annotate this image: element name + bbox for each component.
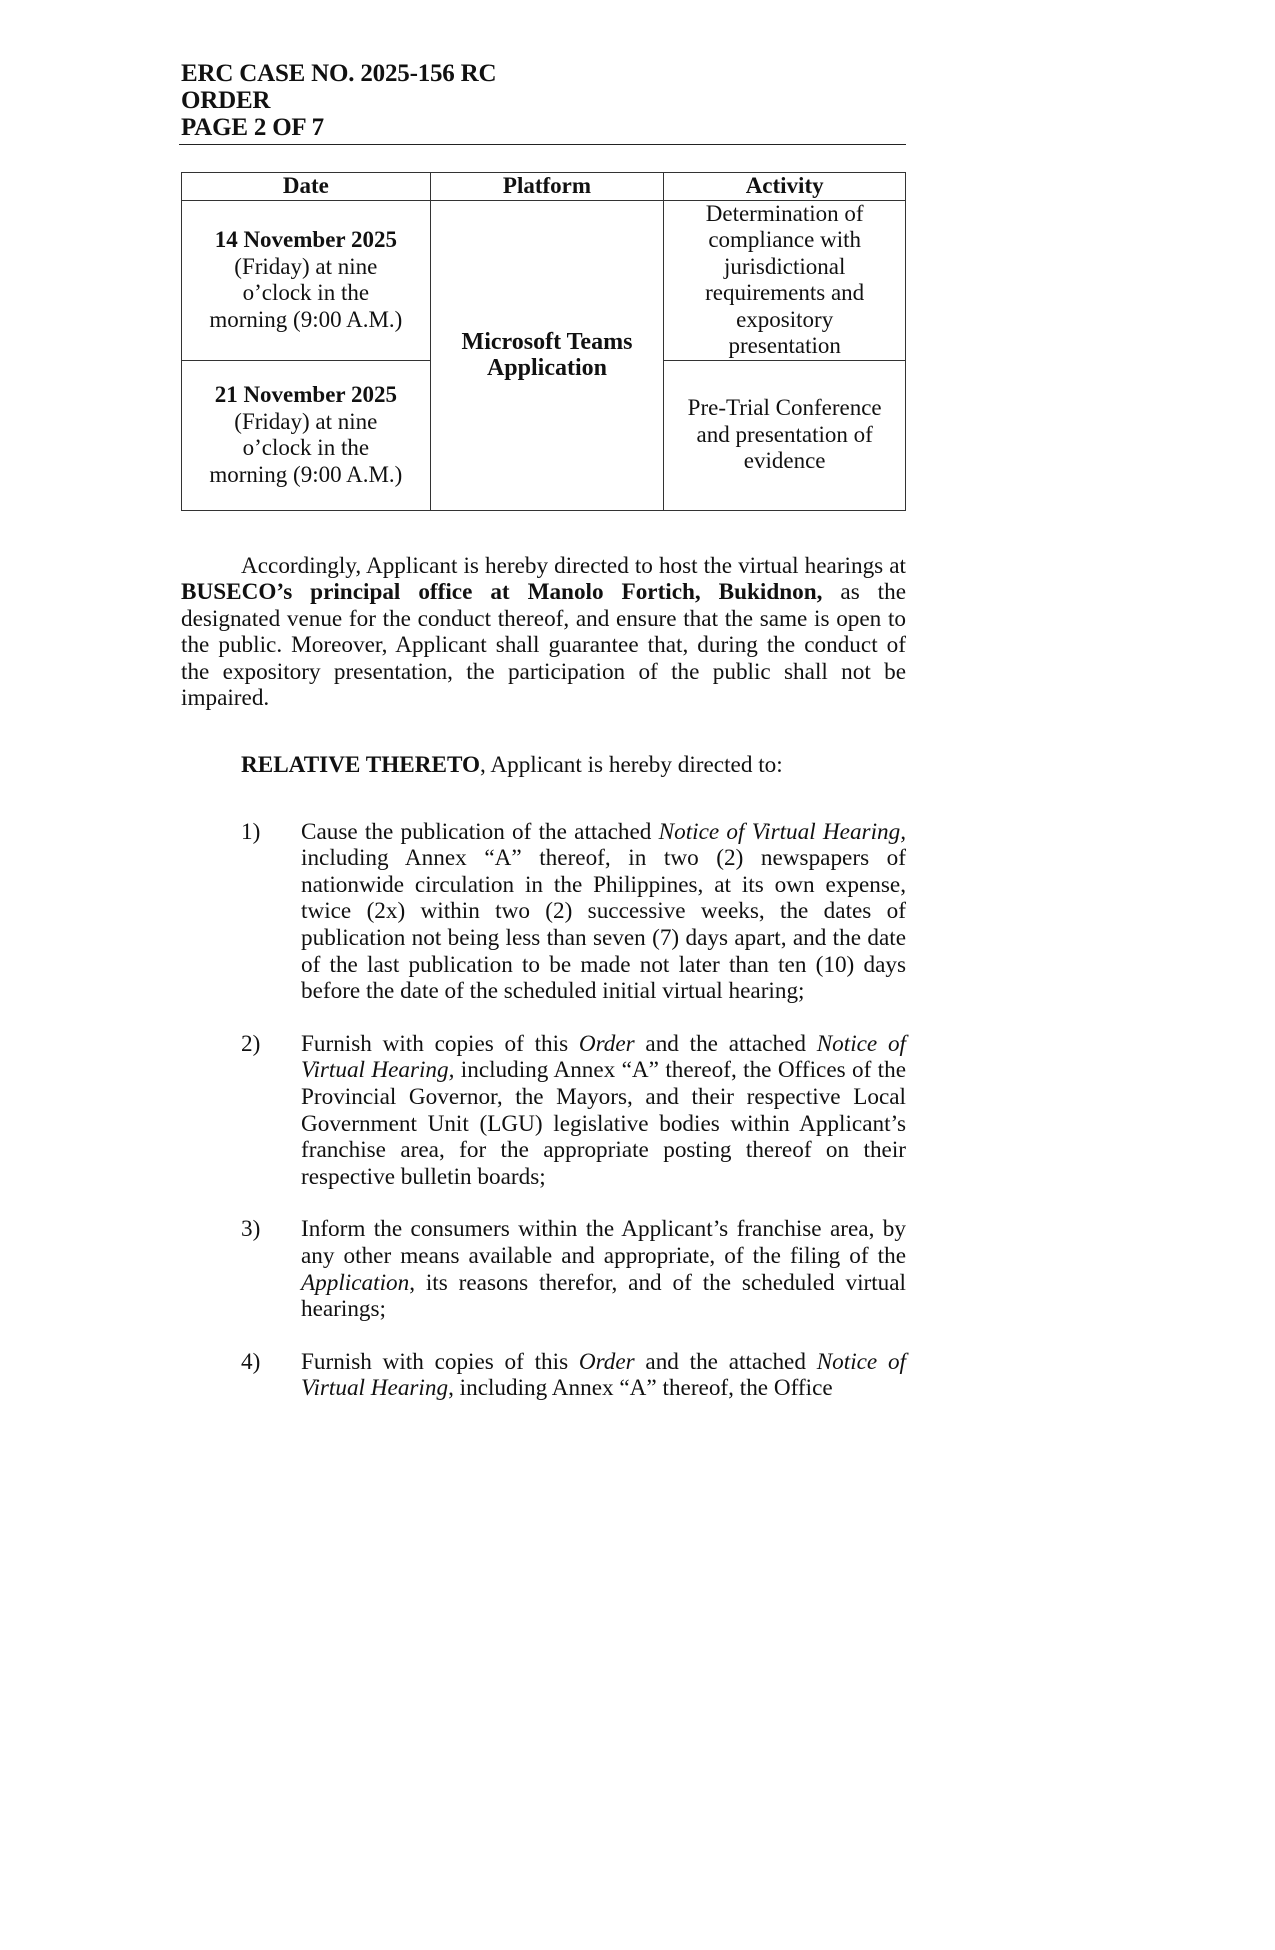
italic-run: Application <box>301 1269 410 1296</box>
paragraph-relative-thereto <box>181 752 906 779</box>
text-run: including Annex “A” thereof, in two (2) newspapers of nationwide circulation in the Philippines, at its own expense, twice (2x) within two (2) successive weeks, the dates of publication not being less than seven (7) days apart, and the date of the last publication to be made not later than ten (10) days before the date of the scheduled initial virtual hearing; <box>301 845 906 1005</box>
italic-run: Order <box>578 1030 635 1057</box>
header-rule <box>179 144 906 145</box>
hearing-date: 14 November 2025 <box>214 227 397 252</box>
list-item <box>181 1349 906 1402</box>
column-header-date: Date <box>182 173 431 201</box>
column-header-platform: Platform <box>430 173 664 201</box>
page-indicator: PAGE 2 OF 7 <box>181 114 324 141</box>
activity-cell <box>664 200 906 360</box>
italic-run: Order <box>578 1348 635 1375</box>
text-run: and the attached <box>634 1348 817 1375</box>
document-type: ORDER <box>181 87 271 114</box>
item-number: 4) <box>241 1348 261 1375</box>
table-header-row <box>182 173 906 201</box>
text-run: Inform the consumers within the Applicant’s franchise area, by any other means available and appropriate, of the filing of the <box>301 1216 906 1269</box>
hearing-schedule-table <box>181 172 906 511</box>
table-row <box>182 200 906 360</box>
hearing-date: 21 November 2025 <box>214 382 397 407</box>
platform-name: Microsoft Teams Application <box>461 328 633 381</box>
hearing-time: (Friday) at nine o’clock in the morning (9:00 A.M.) <box>209 253 403 332</box>
text-run: Cause the publication of the attached <box>301 818 659 845</box>
paragraph-text: Accordingly, Applicant is hereby directed to host the virtual hearings at <box>241 552 906 579</box>
list-item <box>181 819 906 1005</box>
text-run: , its reasons therefor, and of the scheduled virtual hearings; <box>301 1269 906 1323</box>
item-number: 2) <box>241 1030 261 1057</box>
hearing-time: (Friday) at nine o’clock in the morning (9:00 A.M.) <box>209 408 403 487</box>
document-header <box>181 60 906 145</box>
directive-list <box>181 819 906 1402</box>
text-run: Furnish with copies of this <box>301 1030 579 1057</box>
activity-cell <box>664 360 906 510</box>
case-number: ERC CASE NO. 2025-156 RC <box>181 60 497 87</box>
paragraph-text: , Applicant is hereby directed to: <box>480 752 783 779</box>
item-text <box>301 1349 906 1402</box>
document-page <box>181 60 906 1428</box>
item-text <box>301 1031 906 1191</box>
list-item <box>181 1031 906 1191</box>
italic-run: Notice of Virtual Hearing <box>301 1348 906 1402</box>
activity-text: Pre-Trial Conference and presentation of evidence <box>687 395 882 474</box>
relative-thereto-emphasis: RELATIVE THERETO <box>241 752 481 779</box>
item-number: 1) <box>241 818 261 845</box>
activity-text: Determination of compliance with jurisdictional requirements and expository presentation <box>705 200 865 358</box>
list-item <box>181 1216 906 1322</box>
venue-emphasis: BUSECO’s principal office at Manolo Fortich, Bukidnon, <box>181 579 823 606</box>
date-cell <box>182 200 431 360</box>
column-header-activity: Activity <box>664 173 906 201</box>
item-text <box>301 819 906 1005</box>
date-cell <box>182 360 431 510</box>
italic-run: Notice of Virtual Hearing, <box>301 1030 906 1084</box>
item-text <box>301 1216 906 1322</box>
item-number: 3) <box>241 1216 261 1243</box>
text-run: , including Annex “A” thereof, the Office <box>448 1375 833 1402</box>
paragraph-venue <box>181 553 906 713</box>
text-run: and the attached <box>634 1030 817 1057</box>
platform-cell <box>430 200 664 510</box>
text-run: including Annex “A” thereof, the Offices of the Provincial Governor, the Mayors, and their respective Local Government Unit (LGU) legislative bodies within Applicant’s franchise area, for the appropriate posting thereof on their respective bulletin boards; <box>301 1057 906 1190</box>
paragraph-text: as the designated venue for the conduct thereof, and ensure that the same is open to the public. Moreover, Applicant shall guarantee that, during the conduct of the expository presentation, the participation of the public shall not be impaired. <box>181 579 906 712</box>
italic-run: Notice of Virtual Hearing, <box>658 818 907 845</box>
text-run: Furnish with copies of this <box>301 1348 579 1375</box>
